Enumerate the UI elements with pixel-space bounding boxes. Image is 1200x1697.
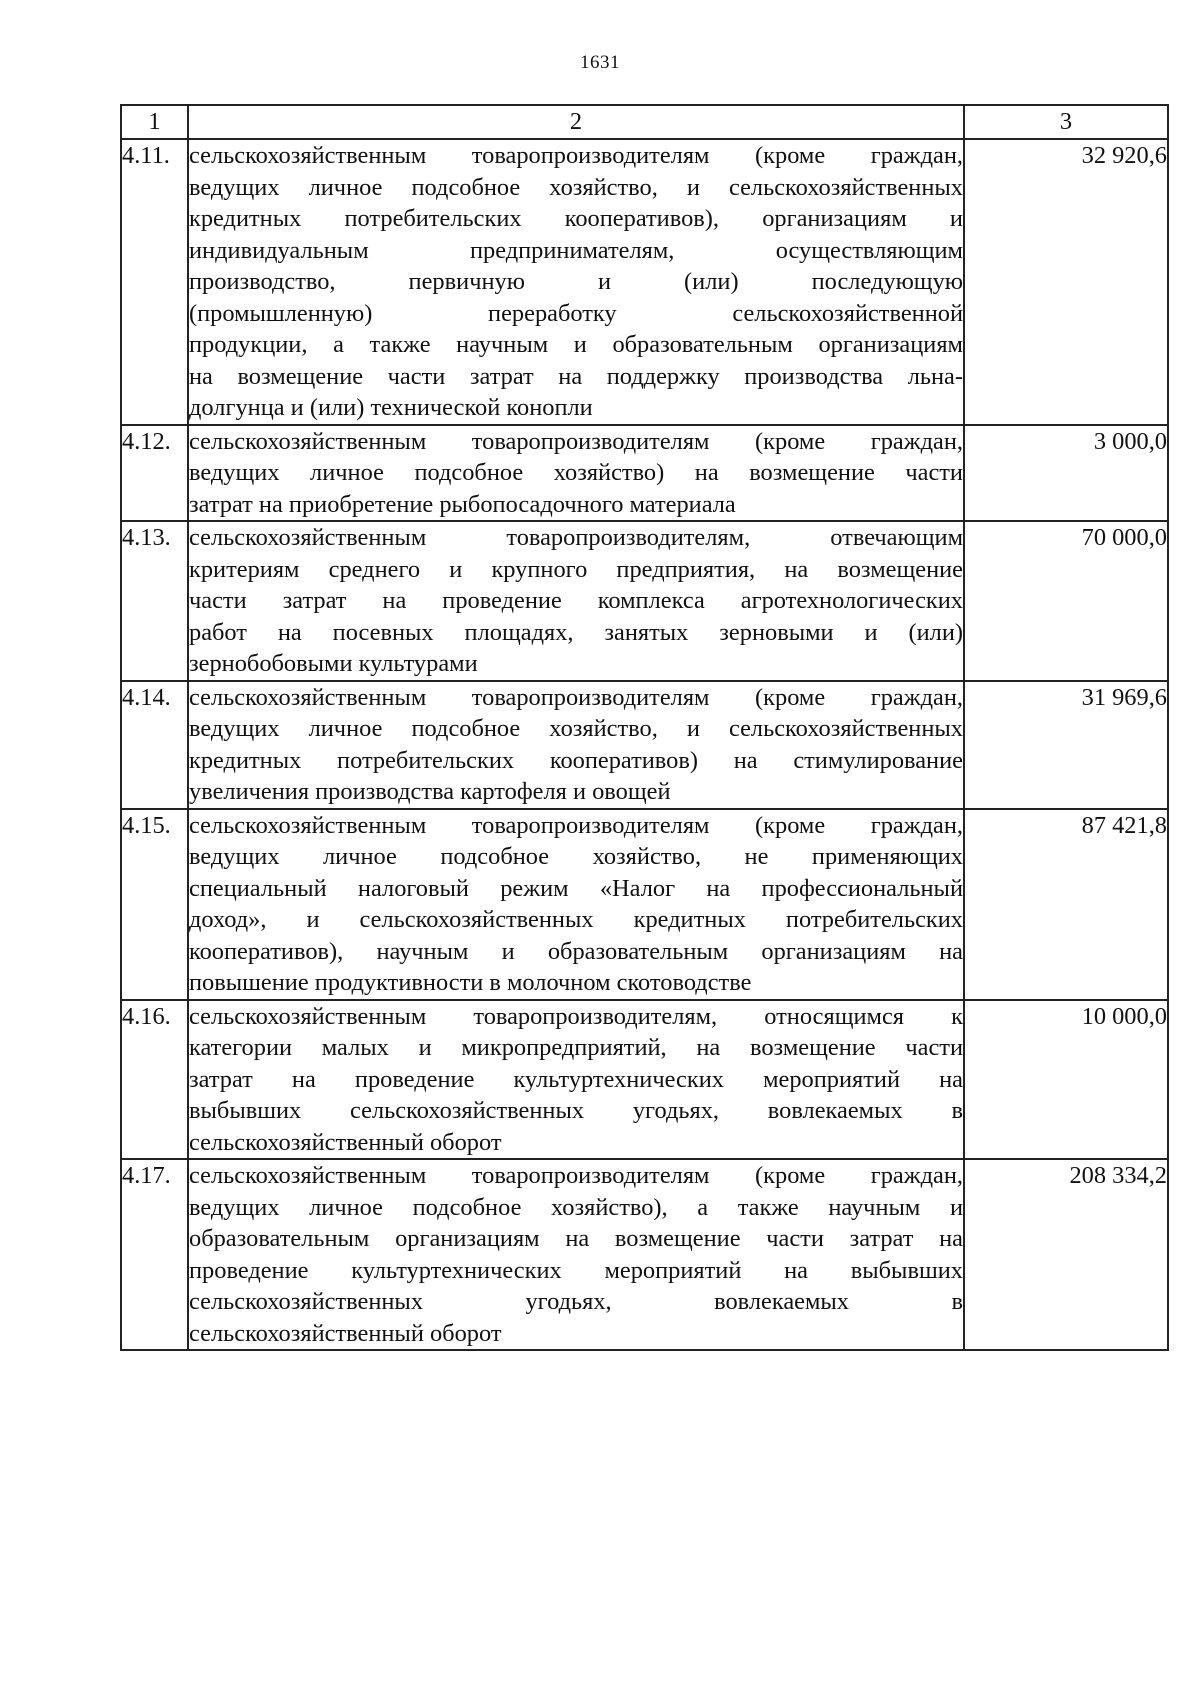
row-amount: 31 969,6 bbox=[964, 681, 1168, 809]
row-description bbox=[188, 681, 964, 809]
page-number: 1631 bbox=[580, 52, 620, 73]
description-line: ведущих личное подсобное хозяйство) на возмещение части bbox=[189, 459, 963, 486]
row-amount: 208 334,2 bbox=[964, 1159, 1168, 1350]
description-line: увеличения производства картофеля и овощей bbox=[189, 778, 671, 805]
row-description bbox=[188, 425, 964, 522]
description-line: кредитных потребительских кооперативов), организациям и bbox=[189, 205, 963, 232]
table-row bbox=[121, 681, 1168, 809]
description-line: повышение продуктивности в молочном скотоводстве bbox=[189, 969, 752, 996]
description-line: сельскохозяйственным товаропроизводителям, относящимся к bbox=[189, 1002, 963, 1030]
description-line: сельскохозяйственным товаропроизводителям (кроме граждан, bbox=[189, 811, 963, 839]
row-number: 4.11. bbox=[121, 139, 188, 425]
description-line: ведущих личное подсобное хозяйство, и сельскохозяйственных bbox=[189, 173, 963, 201]
description-line: ведущих личное подсобное хозяйство, и сельскохозяйственных bbox=[189, 715, 963, 742]
description-line: сельскохозяйственный оборот bbox=[189, 1128, 502, 1156]
description-line: индивидуальным предпринимателям, осуществляющим bbox=[189, 236, 963, 264]
description-line: образовательным организациям на возмещение части затрат на bbox=[189, 1225, 963, 1252]
row-description bbox=[188, 809, 964, 1000]
description-line: сельскохозяйственным товаропроизводителям (кроме граждан, bbox=[189, 1162, 963, 1189]
description-line: кооперативов), научным и образовательным организациям на bbox=[189, 937, 963, 965]
description-line: работ на посевных площадях, занятых зерновыми и (или) bbox=[189, 618, 963, 646]
description-line: ведущих личное подсобное хозяйство, не применяющих bbox=[189, 843, 963, 870]
table-row bbox=[121, 425, 1168, 522]
row-description bbox=[188, 1159, 964, 1350]
column-header-3: 3 bbox=[964, 105, 1168, 139]
description-line: критериям среднего и крупного предприятия, на возмещение bbox=[189, 555, 963, 583]
description-line: затрат на приобретение рыбопосадочного материала bbox=[189, 490, 736, 518]
description-line: сельскохозяйственным товаропроизводителям (кроме граждан, bbox=[189, 683, 963, 711]
description-line: долгунца и (или) технической конопли bbox=[189, 394, 593, 421]
description-line: затрат на проведение культуртехнических мероприятий на bbox=[189, 1065, 963, 1093]
row-number: 4.14. bbox=[121, 681, 188, 809]
row-amount: 87 421,8 bbox=[964, 809, 1168, 1000]
row-number: 4.15. bbox=[121, 809, 188, 1000]
description-line: (промышленную) переработку сельскохозяйственной bbox=[189, 299, 963, 327]
table-row bbox=[121, 809, 1168, 1000]
column-header-2: 2 bbox=[188, 105, 964, 139]
description-line: сельскохозяйственный оборот bbox=[189, 1319, 502, 1347]
row-amount: 32 920,6 bbox=[964, 139, 1168, 425]
description-line: доход», и сельскохозяйственных кредитных потребительских bbox=[189, 906, 963, 933]
table-header-row bbox=[121, 105, 1168, 139]
column-header-1: 1 bbox=[121, 105, 188, 139]
description-line: сельскохозяйственным товаропроизводителям (кроме граждан, bbox=[189, 427, 963, 455]
row-description bbox=[188, 1000, 964, 1160]
description-line: на возмещение части затрат на поддержку производства льна- bbox=[189, 362, 963, 390]
description-line: производство, первичную и (или) последующую bbox=[189, 268, 963, 295]
row-description bbox=[188, 521, 964, 681]
table-row bbox=[121, 1000, 1168, 1160]
row-number: 4.17. bbox=[121, 1159, 188, 1350]
table-row bbox=[121, 139, 1168, 425]
description-line: проведение культуртехнических мероприятий на выбывших bbox=[189, 1256, 963, 1284]
description-line: специальный налоговый режим «Налог на профессиональный bbox=[189, 874, 963, 902]
allocation-table bbox=[120, 104, 1169, 1351]
description-line: зернобобовыми культурами bbox=[189, 650, 478, 677]
description-line: сельскохозяйственных угодьях, вовлекаемых в bbox=[189, 1288, 963, 1315]
description-line: продукции, а также научным и образовательным организациям bbox=[189, 331, 963, 358]
description-line: выбывших сельскохозяйственных угодьях, вовлекаемых в bbox=[189, 1097, 963, 1124]
row-amount: 70 000,0 bbox=[964, 521, 1168, 681]
table-body bbox=[121, 139, 1168, 1350]
row-amount: 10 000,0 bbox=[964, 1000, 1168, 1160]
description-line: категории малых и микропредприятий, на возмещение части bbox=[189, 1034, 963, 1061]
row-number: 4.13. bbox=[121, 521, 188, 681]
description-line: кредитных потребительских кооперативов) на стимулирование bbox=[189, 746, 963, 774]
row-amount: 3 000,0 bbox=[964, 425, 1168, 522]
description-line: ведущих личное подсобное хозяйство), а также научным и bbox=[189, 1193, 963, 1221]
row-description bbox=[188, 139, 964, 425]
table-row bbox=[121, 1159, 1168, 1350]
table-row bbox=[121, 521, 1168, 681]
description-line: сельскохозяйственным товаропроизводителям (кроме граждан, bbox=[189, 142, 963, 169]
description-line: части затрат на проведение комплекса агротехнологических bbox=[189, 587, 963, 614]
row-number: 4.12. bbox=[121, 425, 188, 522]
description-line: сельскохозяйственным товаропроизводителям, отвечающим bbox=[189, 524, 963, 551]
row-number: 4.16. bbox=[121, 1000, 188, 1160]
